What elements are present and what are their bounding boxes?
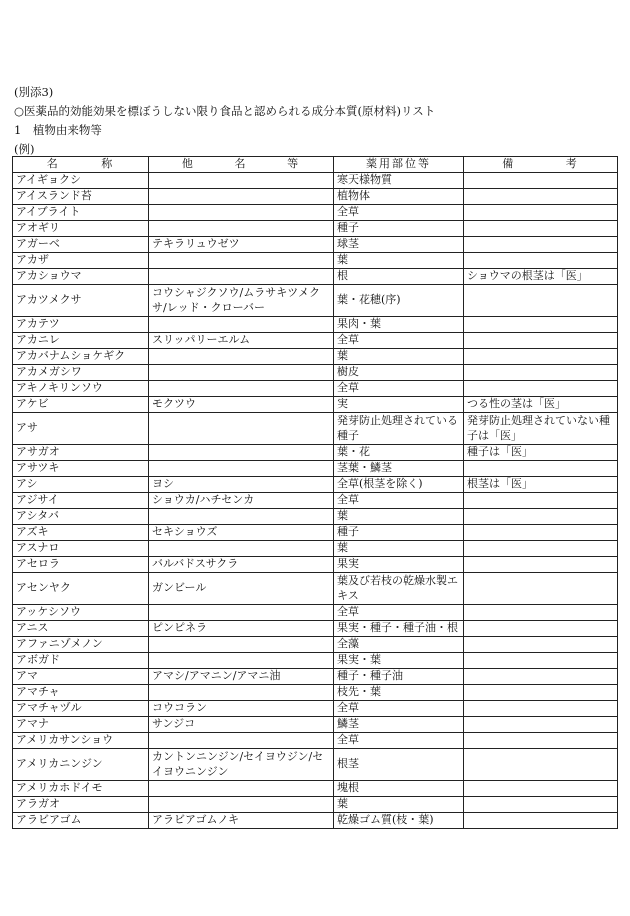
cell-other xyxy=(149,797,334,813)
cell-other xyxy=(149,365,334,381)
cell-part: 全草 xyxy=(334,381,464,397)
cell-name: アカバナムショケギク xyxy=(13,349,149,365)
cell-name: アケビ xyxy=(13,397,149,413)
cell-remarks xyxy=(464,813,618,829)
cell-part: 葉 xyxy=(334,509,464,525)
cell-other: コウコラン xyxy=(149,701,334,717)
cell-part: 果実・葉 xyxy=(334,653,464,669)
cell-remarks xyxy=(464,781,618,797)
cell-remarks: 種子は「医」 xyxy=(464,445,618,461)
cell-name: アガーベ xyxy=(13,237,149,253)
cell-name: アイギョクシ xyxy=(13,173,149,189)
cell-other xyxy=(149,605,334,621)
cell-other xyxy=(149,413,334,445)
table-row xyxy=(13,365,618,381)
cell-part: 葉 xyxy=(334,541,464,557)
cell-other xyxy=(149,445,334,461)
cell-name: アジサイ xyxy=(13,493,149,509)
table-row xyxy=(13,493,618,509)
cell-remarks xyxy=(464,573,618,605)
cell-part: 全草(根茎を除く) xyxy=(334,477,464,493)
cell-other xyxy=(149,205,334,221)
header-other-char: 名 xyxy=(234,157,248,171)
cell-name: アスナロ xyxy=(13,541,149,557)
table-row xyxy=(13,413,618,445)
table-row xyxy=(13,653,618,669)
table-body xyxy=(13,173,618,829)
cell-name: アカニレ xyxy=(13,333,149,349)
cell-name: アボガド xyxy=(13,653,149,669)
cell-part: 球茎 xyxy=(334,237,464,253)
table-row xyxy=(13,173,618,189)
header-name-char: 名 xyxy=(46,157,60,171)
cell-name: アイブライト xyxy=(13,205,149,221)
cell-part: 全草 xyxy=(334,205,464,221)
cell-remarks xyxy=(464,605,618,621)
cell-part: 発芽防止処理されている種子 xyxy=(334,413,464,445)
cell-name: アオギリ xyxy=(13,221,149,237)
cell-name: アカテツ xyxy=(13,317,149,333)
table-row xyxy=(13,733,618,749)
header-other-char: 等 xyxy=(287,157,301,171)
table-row xyxy=(13,717,618,733)
cell-other xyxy=(149,317,334,333)
table-row xyxy=(13,349,618,365)
cell-name: アシタバ xyxy=(13,509,149,525)
table-row xyxy=(13,269,618,285)
cell-other: セキショウズ xyxy=(149,525,334,541)
cell-part: 全草 xyxy=(334,333,464,349)
cell-other xyxy=(149,637,334,653)
table-row xyxy=(13,813,618,829)
cell-name: アセロラ xyxy=(13,557,149,573)
cell-other xyxy=(149,189,334,205)
cell-part: 全草 xyxy=(334,733,464,749)
header-remarks xyxy=(464,157,618,173)
cell-remarks: つる性の茎は「医」 xyxy=(464,397,618,413)
cell-part: 根茎 xyxy=(334,749,464,781)
table-header xyxy=(13,157,618,173)
cell-remarks xyxy=(464,509,618,525)
table-row xyxy=(13,509,618,525)
cell-part: 全草 xyxy=(334,605,464,621)
cell-other: スリッパリーエルム xyxy=(149,333,334,349)
table-row xyxy=(13,477,618,493)
cell-other: バルバドスサクラ xyxy=(149,557,334,573)
cell-remarks xyxy=(464,349,618,365)
cell-remarks xyxy=(464,381,618,397)
cell-name: アカザ xyxy=(13,253,149,269)
cell-other xyxy=(149,173,334,189)
cell-part: 種子 xyxy=(334,221,464,237)
cell-other xyxy=(149,461,334,477)
table-row xyxy=(13,333,618,349)
cell-name: アカショウマ xyxy=(13,269,149,285)
cell-remarks xyxy=(464,221,618,237)
cell-remarks xyxy=(464,621,618,637)
cell-remarks xyxy=(464,653,618,669)
table-row xyxy=(13,685,618,701)
cell-part: 植物体 xyxy=(334,189,464,205)
table-row xyxy=(13,285,618,317)
cell-other xyxy=(149,253,334,269)
cell-other xyxy=(149,509,334,525)
table-row xyxy=(13,221,618,237)
table-row xyxy=(13,701,618,717)
cell-remarks xyxy=(464,493,618,509)
cell-part: 寒天様物質 xyxy=(334,173,464,189)
cell-name: アラビアゴム xyxy=(13,813,149,829)
cell-part: 枝先・葉 xyxy=(334,685,464,701)
cell-remarks xyxy=(464,797,618,813)
cell-part: 種子 xyxy=(334,525,464,541)
cell-remarks xyxy=(464,749,618,781)
cell-name: アッケシソウ xyxy=(13,605,149,621)
table-row xyxy=(13,189,618,205)
cell-part: 葉及び若枝の乾燥水製エキス xyxy=(334,573,464,605)
cell-other xyxy=(149,781,334,797)
cell-part: 葉・花 xyxy=(334,445,464,461)
attachment-label: (別添3) xyxy=(14,85,54,99)
cell-remarks xyxy=(464,685,618,701)
cell-name: アキノキリンソウ xyxy=(13,381,149,397)
document-header xyxy=(14,83,435,159)
table-row xyxy=(13,797,618,813)
ingredient-table xyxy=(12,156,618,829)
cell-name: アカメガシワ xyxy=(13,365,149,381)
table-row xyxy=(13,253,618,269)
cell-name: アメリカサンショウ xyxy=(13,733,149,749)
cell-part: 実 xyxy=(334,397,464,413)
cell-other: コウシャジクソウ/ムラサキツメクサ/レッド・クローバー xyxy=(149,285,334,317)
cell-part: 全草 xyxy=(334,493,464,509)
cell-part: 根 xyxy=(334,269,464,285)
cell-other: サンジコ xyxy=(149,717,334,733)
cell-other: ショウカ/ハチセンカ xyxy=(149,493,334,509)
cell-other: アラビアゴムノキ xyxy=(149,813,334,829)
cell-name: アサガオ xyxy=(13,445,149,461)
cell-part: 鱗茎 xyxy=(334,717,464,733)
cell-other: モクツウ xyxy=(149,397,334,413)
cell-remarks xyxy=(464,205,618,221)
cell-part: 葉 xyxy=(334,349,464,365)
cell-other xyxy=(149,685,334,701)
header-remarks-char: 考 xyxy=(565,157,579,171)
cell-other: アマシ/アマニン/アマニ油 xyxy=(149,669,334,685)
cell-name: アファニゾメノン xyxy=(13,637,149,653)
cell-part: 茎葉・鱗茎 xyxy=(334,461,464,477)
cell-name: アラガオ xyxy=(13,797,149,813)
cell-part: 塊根 xyxy=(334,781,464,797)
header-name xyxy=(13,157,149,173)
table-row xyxy=(13,637,618,653)
cell-part: 葉 xyxy=(334,797,464,813)
cell-other: ガンビール xyxy=(149,573,334,605)
cell-part: 樹皮 xyxy=(334,365,464,381)
cell-remarks xyxy=(464,189,618,205)
cell-other: テキラリュウゼツ xyxy=(149,237,334,253)
table-row xyxy=(13,541,618,557)
table-row xyxy=(13,525,618,541)
cell-remarks xyxy=(464,173,618,189)
cell-name: アセンヤク xyxy=(13,573,149,605)
cell-remarks xyxy=(464,285,618,317)
example-label: (例) xyxy=(14,142,35,156)
cell-other xyxy=(149,381,334,397)
table-row xyxy=(13,205,618,221)
cell-name: アニス xyxy=(13,621,149,637)
table-row xyxy=(13,557,618,573)
table-row xyxy=(13,397,618,413)
cell-other xyxy=(149,541,334,557)
cell-part: 果肉・葉 xyxy=(334,317,464,333)
cell-name: アマ xyxy=(13,669,149,685)
header-remarks-char: 備 xyxy=(502,157,516,171)
cell-remarks xyxy=(464,333,618,349)
cell-remarks xyxy=(464,637,618,653)
cell-part: 葉 xyxy=(334,253,464,269)
cell-remarks xyxy=(464,733,618,749)
cell-other xyxy=(149,733,334,749)
cell-part: 全藻 xyxy=(334,637,464,653)
table-row xyxy=(13,381,618,397)
header-other-char: 他 xyxy=(181,157,195,171)
table-row xyxy=(13,445,618,461)
table-row xyxy=(13,749,618,781)
cell-remarks: ショウマの根茎は「医」 xyxy=(464,269,618,285)
table-row xyxy=(13,605,618,621)
table-row xyxy=(13,669,618,685)
cell-remarks xyxy=(464,317,618,333)
cell-other xyxy=(149,221,334,237)
cell-remarks xyxy=(464,237,618,253)
table-row xyxy=(13,573,618,605)
cell-name: アイスランド苔 xyxy=(13,189,149,205)
cell-name: アシ xyxy=(13,477,149,493)
table-row xyxy=(13,781,618,797)
header-other-names xyxy=(149,157,334,173)
cell-other: ヨシ xyxy=(149,477,334,493)
cell-remarks xyxy=(464,253,618,269)
cell-other xyxy=(149,653,334,669)
cell-name: アメリカホドイモ xyxy=(13,781,149,797)
cell-remarks xyxy=(464,365,618,381)
cell-remarks xyxy=(464,541,618,557)
header-name-char: 称 xyxy=(101,157,115,171)
cell-remarks xyxy=(464,461,618,477)
cell-name: アマチャ xyxy=(13,685,149,701)
cell-name: アマナ xyxy=(13,717,149,733)
cell-name: アマチャヅル xyxy=(13,701,149,717)
cell-name: アメリカニンジン xyxy=(13,749,149,781)
cell-part: 果実 xyxy=(334,557,464,573)
cell-part: 葉・花穂(序) xyxy=(334,285,464,317)
cell-remarks xyxy=(464,717,618,733)
cell-name: アカツメクサ xyxy=(13,285,149,317)
cell-part: 種子・種子油 xyxy=(334,669,464,685)
header-part: 薬用部位等 xyxy=(334,157,464,173)
document-title: ○医薬品的効能効果を標ぼうしない限り食品と認められる成分本質(原材料)リスト xyxy=(14,104,436,118)
table-row xyxy=(13,461,618,477)
cell-remarks xyxy=(464,701,618,717)
cell-other xyxy=(149,349,334,365)
cell-part: 果実・種子・種子油・根 xyxy=(334,621,464,637)
cell-remarks xyxy=(464,669,618,685)
cell-remarks xyxy=(464,525,618,541)
cell-name: アサツキ xyxy=(13,461,149,477)
cell-other xyxy=(149,269,334,285)
cell-remarks: 発芽防止処理されていない種子は「医」 xyxy=(464,413,618,445)
cell-remarks xyxy=(464,557,618,573)
cell-other: ピンピネラ xyxy=(149,621,334,637)
cell-name: アサ xyxy=(13,413,149,445)
cell-remarks: 根茎は「医」 xyxy=(464,477,618,493)
section-heading: 1 植物由来物等 xyxy=(14,123,102,137)
table-row xyxy=(13,317,618,333)
cell-other: カントンニンジン/セイヨウジン/セイヨウニンジン xyxy=(149,749,334,781)
cell-name: アズキ xyxy=(13,525,149,541)
cell-part: 乾燥ゴム質(枝・葉) xyxy=(334,813,464,829)
table-row xyxy=(13,237,618,253)
cell-part: 全草 xyxy=(334,701,464,717)
table-row xyxy=(13,621,618,637)
